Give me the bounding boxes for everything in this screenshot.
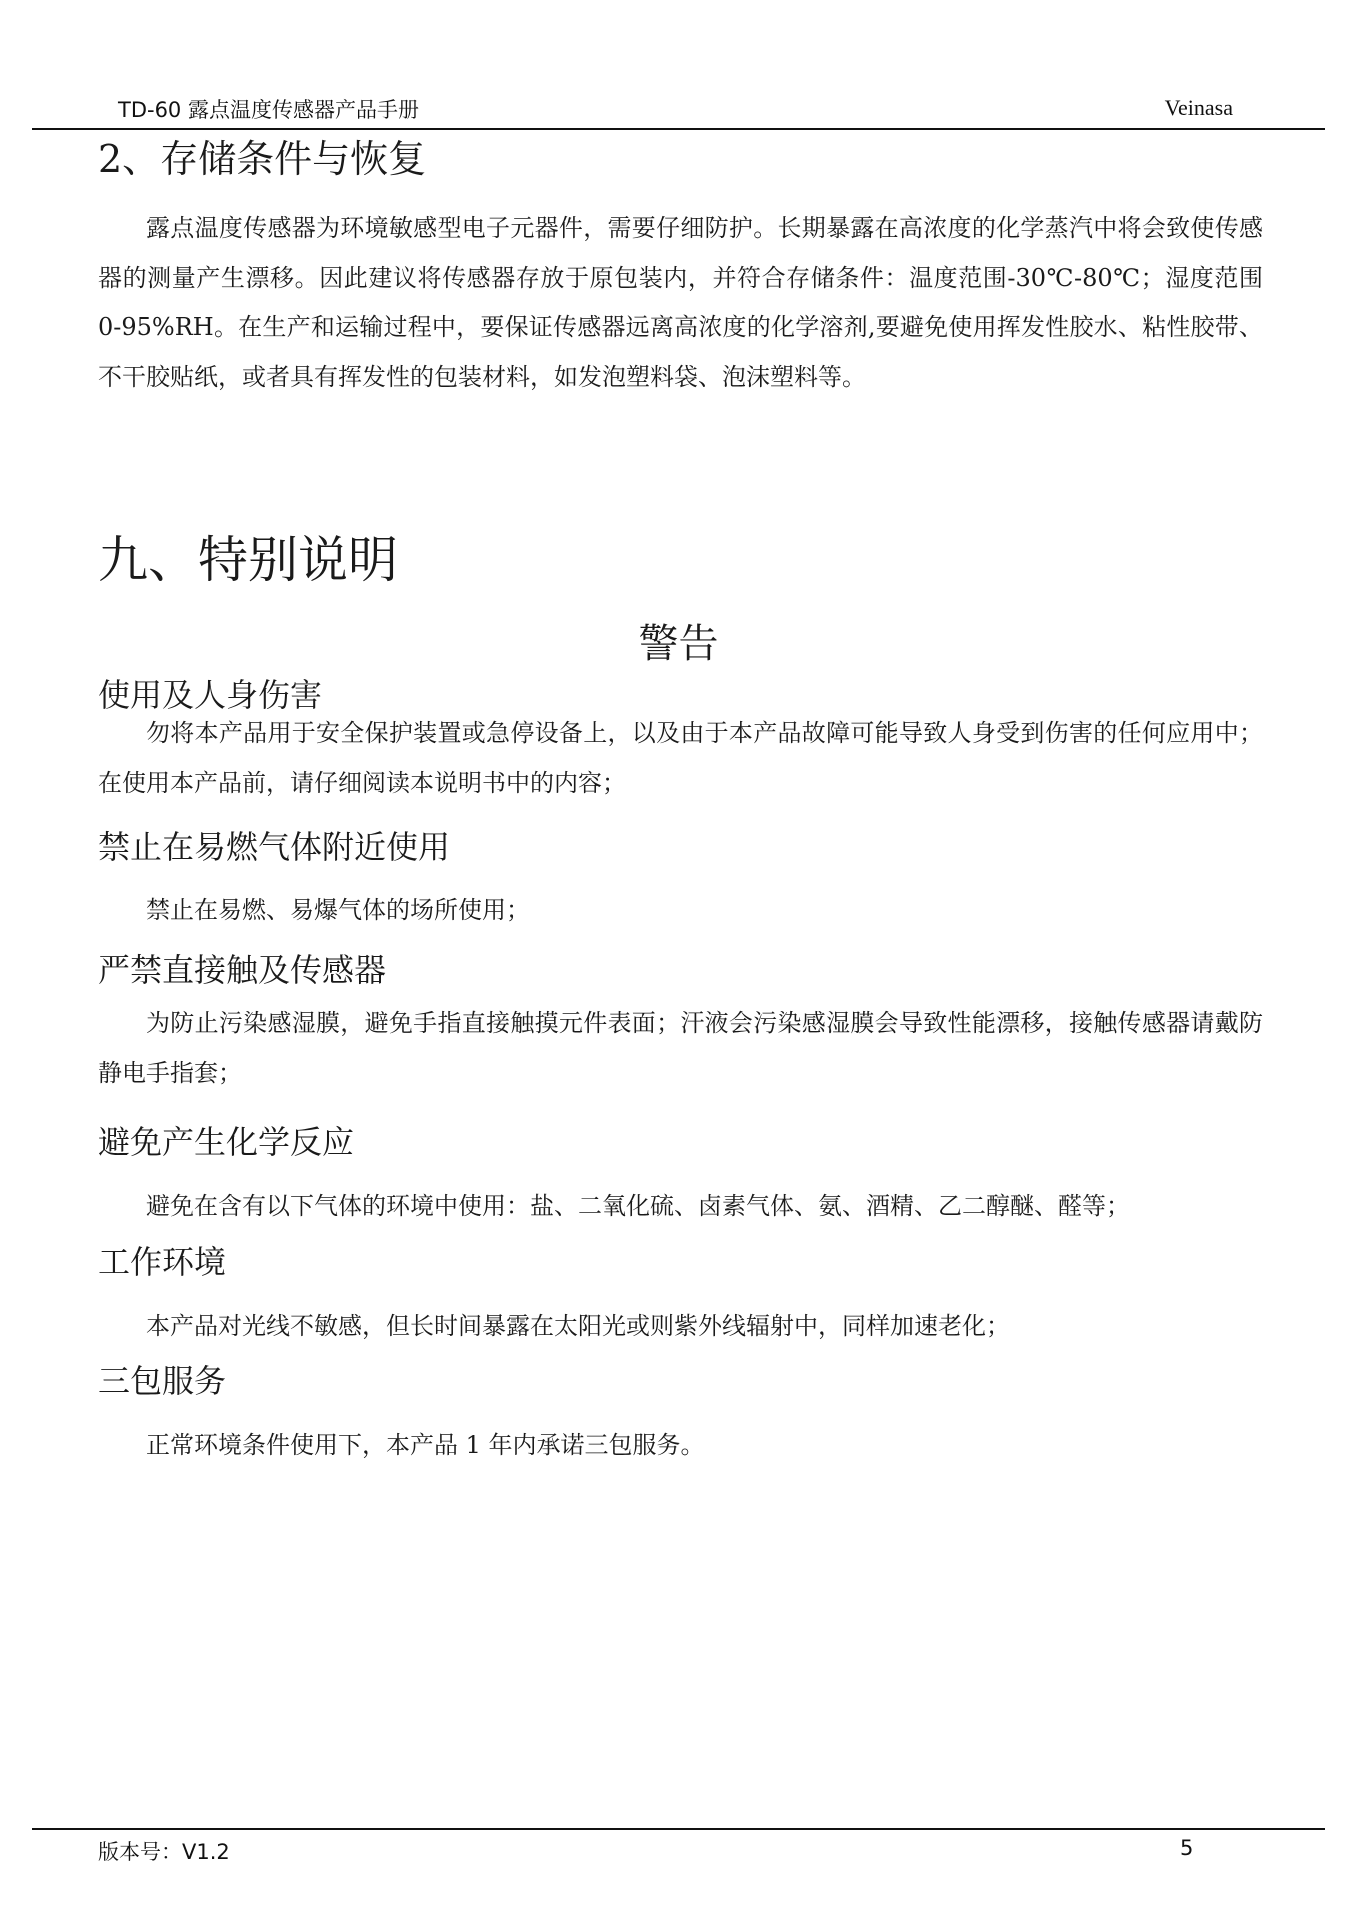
footer-version: 版本号：V1.2 xyxy=(98,1840,230,1864)
item-text-touch: 为防止污染感湿膜，避免手指直接触摸元件表面；汗液会污染感湿膜会导致性能漂移，接触传感器请戴防静电手指套； xyxy=(98,1009,1263,1087)
item-text-warranty: 正常环境条件使用下，本产品 1 年内承诺三包服务。 xyxy=(146,1431,705,1459)
warning-title: 警告 xyxy=(638,621,719,667)
special-heading: 九、特别说明 xyxy=(98,531,398,589)
item-title-flammable: 禁止在易燃气体附近使用 xyxy=(98,828,451,866)
item-title-warranty: 三包服务 xyxy=(98,1362,227,1400)
item-text-environment: 本产品对光线不敏感，但长时间暴露在太阳光或则紫外线辐射中，同样加速老化； xyxy=(146,1312,1010,1340)
storage-heading: 2、存储条件与恢复 xyxy=(98,137,427,181)
header-title: TD-60 露点温度传感器产品手册 xyxy=(118,98,419,122)
storage-paragraph: 露点温度传感器为环境敏感型电子元器件，需要仔细防护。长期暴露在高浓度的化学蒸汽中将会致使传感器的测量产生漂移。因此建议将传感器存放于原包装内，并符合存储条件：温度范围-30℃-80℃；湿度范围 0-95%RH。在生产和运输过程中，要保证传感器远离高浓度的化学溶剂,要避免使用挥发性胶水、粘性胶带、不干胶贴纸，或者具有挥发性的包装材料，如发泡塑料袋、泡沫塑料等。 xyxy=(98,214,1263,391)
page-number: 5 xyxy=(1180,1836,1194,1860)
item-text-injury: 勿将本产品用于安全保护装置或急停设备上，以及由于本产品故障可能导致人身受到伤害的任何应用中；在使用本产品前，请仔细阅读本说明书中的内容； xyxy=(98,719,1263,797)
item-text-chemical: 避免在含有以下气体的环境中使用：盐、二氧化硫、卤素气体、氨、酒精、乙二醇醚、醛等； xyxy=(146,1192,1130,1220)
item-title-environment: 工作环境 xyxy=(98,1243,227,1281)
header-brand: Veinasa xyxy=(1164,95,1233,120)
item-title-touch: 严禁直接触及传感器 xyxy=(98,951,387,989)
item-title-chemical: 避免产生化学反应 xyxy=(98,1123,355,1161)
item-title-injury: 使用及人身伤害 xyxy=(98,676,323,714)
item-text-flammable: 禁止在易燃、易爆气体的场所使用； xyxy=(146,896,530,924)
footer-divider xyxy=(32,1828,1325,1830)
